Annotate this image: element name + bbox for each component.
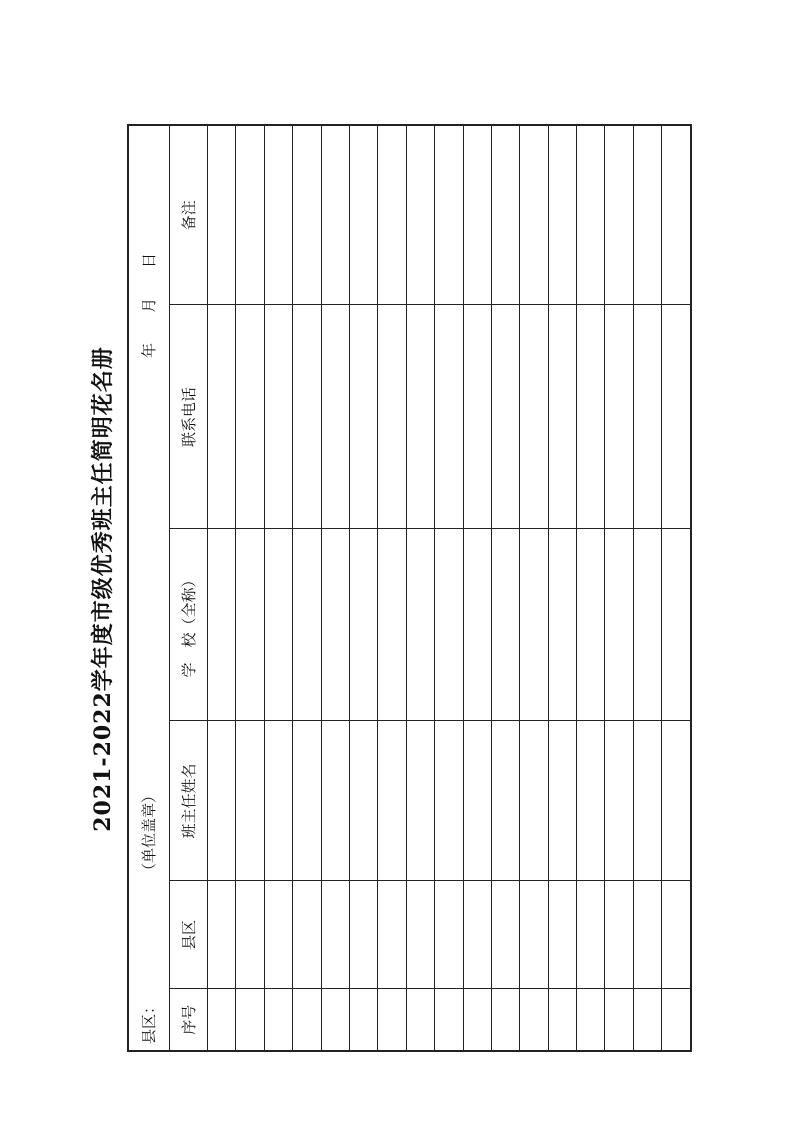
table-cell [520, 305, 548, 529]
table-cell [463, 989, 491, 1051]
roster-sheet [90, 126, 689, 1052]
table-cell [491, 125, 519, 305]
table-cell [548, 125, 576, 305]
table-cell [435, 305, 463, 529]
table-cell [321, 881, 349, 989]
table-cell [463, 125, 491, 305]
table-cell [633, 721, 661, 881]
table-cell [236, 881, 264, 989]
table-cell [435, 529, 463, 721]
table-cell [293, 989, 321, 1051]
table-cell [435, 989, 463, 1051]
table-cell [605, 125, 633, 305]
table-cell [548, 881, 576, 989]
header-teacher-name: 班主任姓名 [170, 721, 208, 881]
table-cell [491, 989, 519, 1051]
table-cell [548, 721, 576, 881]
table-cell [236, 305, 264, 529]
table-row [491, 125, 519, 1051]
table-row [435, 125, 463, 1051]
table-cell [520, 529, 548, 721]
table-cell [662, 881, 691, 989]
table-cell [520, 721, 548, 881]
header-notes: 备注 [170, 125, 208, 305]
table-cell [406, 989, 434, 1051]
table-wrap [127, 126, 689, 1052]
table-row [293, 125, 321, 1051]
table-cell [577, 989, 605, 1051]
table-cell [548, 529, 576, 721]
header-phone: 联系电话 [170, 305, 208, 529]
table-cell [662, 721, 691, 881]
header-index: 序号 [170, 989, 208, 1051]
table-cell [605, 989, 633, 1051]
seal-label: （单位盖章） [140, 787, 158, 878]
table-body [208, 125, 691, 1051]
table-row [548, 125, 576, 1051]
table-cell [208, 989, 236, 1051]
table-cell [264, 529, 292, 721]
table-cell [208, 125, 236, 305]
table-cell [463, 529, 491, 721]
table-cell [349, 305, 377, 529]
page-title: 2021-2022学年度市级优秀班主任简明花名册 [90, 346, 116, 832]
table-cell [378, 305, 406, 529]
table-cell [633, 529, 661, 721]
table-cell [520, 989, 548, 1051]
table-row [520, 125, 548, 1051]
county-label: 县区： [140, 998, 158, 1044]
table-row [605, 125, 633, 1051]
table-cell [349, 989, 377, 1051]
table-cell [577, 881, 605, 989]
table-cell [293, 721, 321, 881]
table-cell [349, 881, 377, 989]
table-cell [548, 305, 576, 529]
table-cell [208, 881, 236, 989]
table-cell [321, 989, 349, 1051]
table-cell [633, 125, 661, 305]
table-cell [463, 881, 491, 989]
table-cell [491, 305, 519, 529]
table-cell [491, 529, 519, 721]
table-cell [435, 881, 463, 989]
table-cell [293, 305, 321, 529]
table-cell [406, 305, 434, 529]
table-row [577, 125, 605, 1051]
table-cell [236, 529, 264, 721]
table-row [406, 125, 434, 1051]
table-cell [236, 721, 264, 881]
table-row [321, 125, 349, 1051]
table-cell [321, 125, 349, 305]
table-cell [406, 881, 434, 989]
table-cell [236, 125, 264, 305]
table-cell [378, 989, 406, 1051]
table-cell [605, 305, 633, 529]
table-cell [406, 125, 434, 305]
table-cell [548, 989, 576, 1051]
table-cell [633, 881, 661, 989]
table-cell [577, 125, 605, 305]
header-school: 学 校（全称） [170, 529, 208, 721]
table-cell [662, 989, 691, 1051]
table-cell [605, 721, 633, 881]
table-cell [491, 881, 519, 989]
meta-row [128, 125, 170, 1051]
table-cell [293, 881, 321, 989]
table-cell [264, 721, 292, 881]
table-cell [406, 721, 434, 881]
table-row [378, 125, 406, 1051]
table-row [662, 125, 691, 1051]
table-cell [293, 125, 321, 305]
table-cell [605, 881, 633, 989]
table-cell [208, 529, 236, 721]
table-cell [378, 125, 406, 305]
table-cell [264, 989, 292, 1051]
table-row [208, 125, 236, 1051]
table-cell [633, 989, 661, 1051]
table-cell [577, 721, 605, 881]
table-row [236, 125, 264, 1051]
table-cell [349, 125, 377, 305]
table-cell [577, 305, 605, 529]
table-cell [605, 529, 633, 721]
table-cell [349, 529, 377, 721]
table-cell [264, 881, 292, 989]
table-cell [208, 305, 236, 529]
table-cell [435, 721, 463, 881]
table-cell [321, 721, 349, 881]
table-row [633, 125, 661, 1051]
table-cell [321, 529, 349, 721]
header-row [170, 125, 208, 1051]
table-cell [378, 881, 406, 989]
table-cell [406, 529, 434, 721]
table-row [264, 125, 292, 1051]
table-cell [378, 529, 406, 721]
table-cell [633, 305, 661, 529]
table-cell [463, 305, 491, 529]
table-cell [208, 721, 236, 881]
table-cell [577, 529, 605, 721]
table-cell [662, 125, 691, 305]
header-county: 县区 [170, 881, 208, 989]
table-cell [349, 721, 377, 881]
table-cell [321, 305, 349, 529]
table-cell [435, 125, 463, 305]
table-cell [520, 125, 548, 305]
table-row [349, 125, 377, 1051]
table-row [463, 125, 491, 1051]
table-cell [264, 125, 292, 305]
date-label: 年 月 日 [140, 252, 158, 358]
table-cell [378, 721, 406, 881]
table-cell [520, 881, 548, 989]
table-cell [662, 529, 691, 721]
table-cell [662, 305, 691, 529]
roster-table [127, 124, 692, 1052]
table-cell [463, 721, 491, 881]
table-cell [236, 989, 264, 1051]
table-cell [264, 305, 292, 529]
table-cell [491, 721, 519, 881]
table-cell [293, 529, 321, 721]
